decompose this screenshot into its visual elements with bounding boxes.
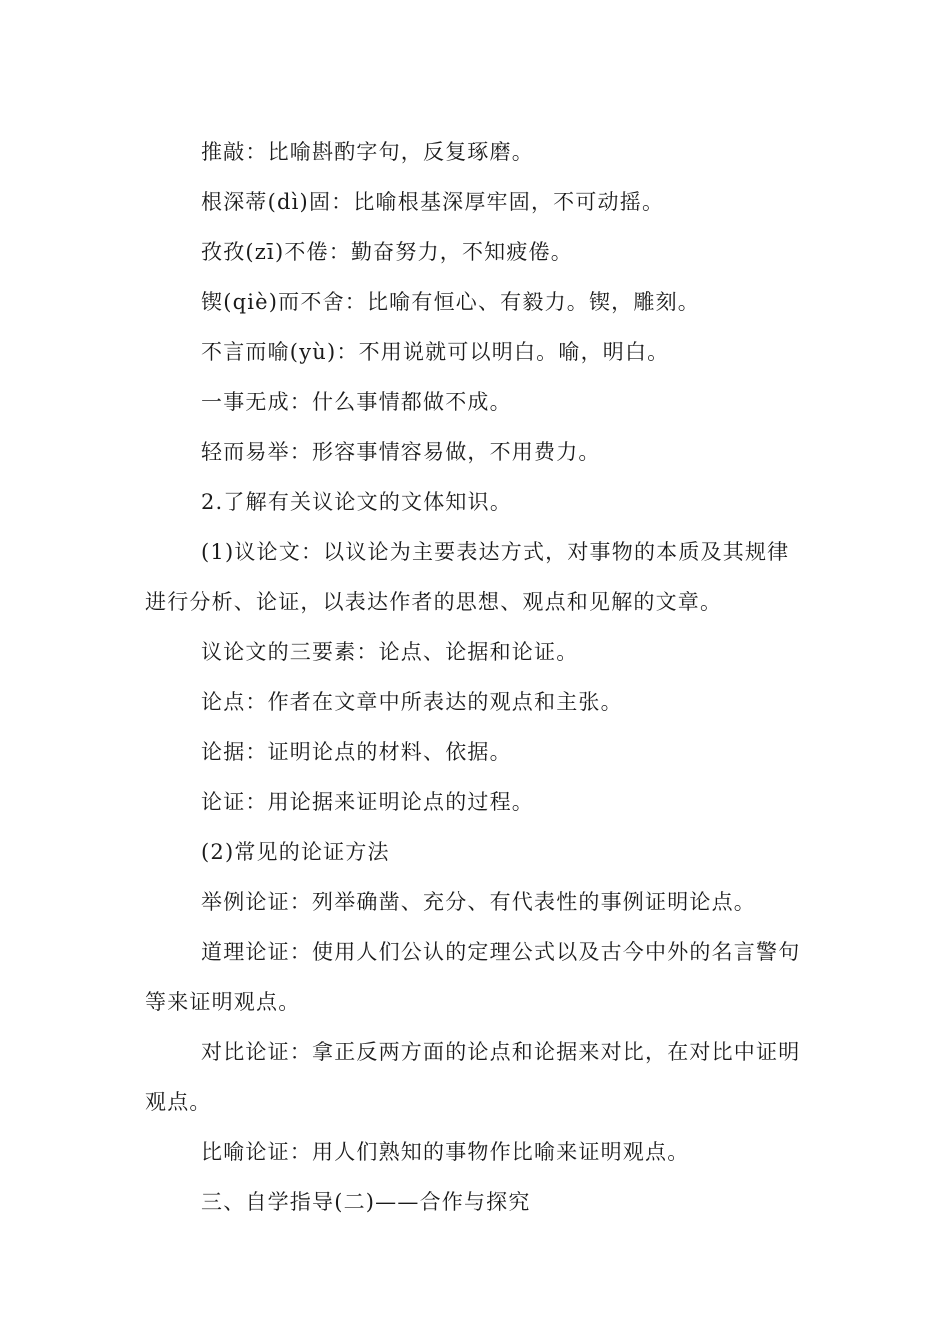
method-reasoning-line-1: 道理论证：使用人们公认的定理公式以及古今中外的名言警句 [201,940,801,964]
three-elements: 议论文的三要素：论点、论据和论证。 [201,640,579,664]
definition-line-1: (1)议论文：以议论为主要表达方式，对事物的本质及其规律 [201,540,790,564]
method-metaphor: 比喻论证：用人们熟知的事物作比喻来证明观点。 [201,1140,690,1164]
element-lunju: 论据：证明论点的材料、依据。 [201,740,512,764]
element-lundian: 论点：作者在文章中所表达的观点和主张。 [201,690,623,714]
section-heading-3: 三、自学指导(二)——合作与探究 [201,1190,531,1214]
section-heading-2: 2.了解有关议论文的文体知识。 [201,490,513,514]
idiom-buyaneryu: 不言而喻(yù)：不用说就可以明白。喻，明白。 [201,340,670,364]
definition-line-2: 进行分析、论证，以表达作者的思想、观点和见解的文章。 [145,590,723,614]
idiom-tuiqiao: 推敲：比喻斟酌字句，反复琢磨。 [201,140,534,164]
idiom-genshendigu: 根深蒂(dì)固：比喻根基深厚牢固，不可动摇。 [201,190,665,214]
idiom-yishiwucheng: 一事无成：什么事情都做不成。 [201,390,512,414]
subheading-methods: (2)常见的论证方法 [201,840,390,864]
method-example: 举例论证：列举确凿、充分、有代表性的事例证明论点。 [201,890,756,914]
method-reasoning-line-2: 等来证明观点。 [145,990,301,1014]
element-lunzheng: 论证：用论据来证明论点的过程。 [201,790,534,814]
idiom-qingeryiju: 轻而易举：形容事情容易做，不用费力。 [201,440,601,464]
idiom-qieerbushe: 锲(qiè)而不舍：比喻有恒心、有毅力。锲，雕刻。 [201,290,700,314]
idiom-zizibujuan: 孜孜(zī)不倦：勤奋努力，不知疲倦。 [201,240,573,264]
method-contrast-line-1: 对比论证：拿正反两方面的论点和论据来对比，在对比中证明 [201,1040,801,1064]
method-contrast-line-2: 观点。 [145,1090,212,1114]
